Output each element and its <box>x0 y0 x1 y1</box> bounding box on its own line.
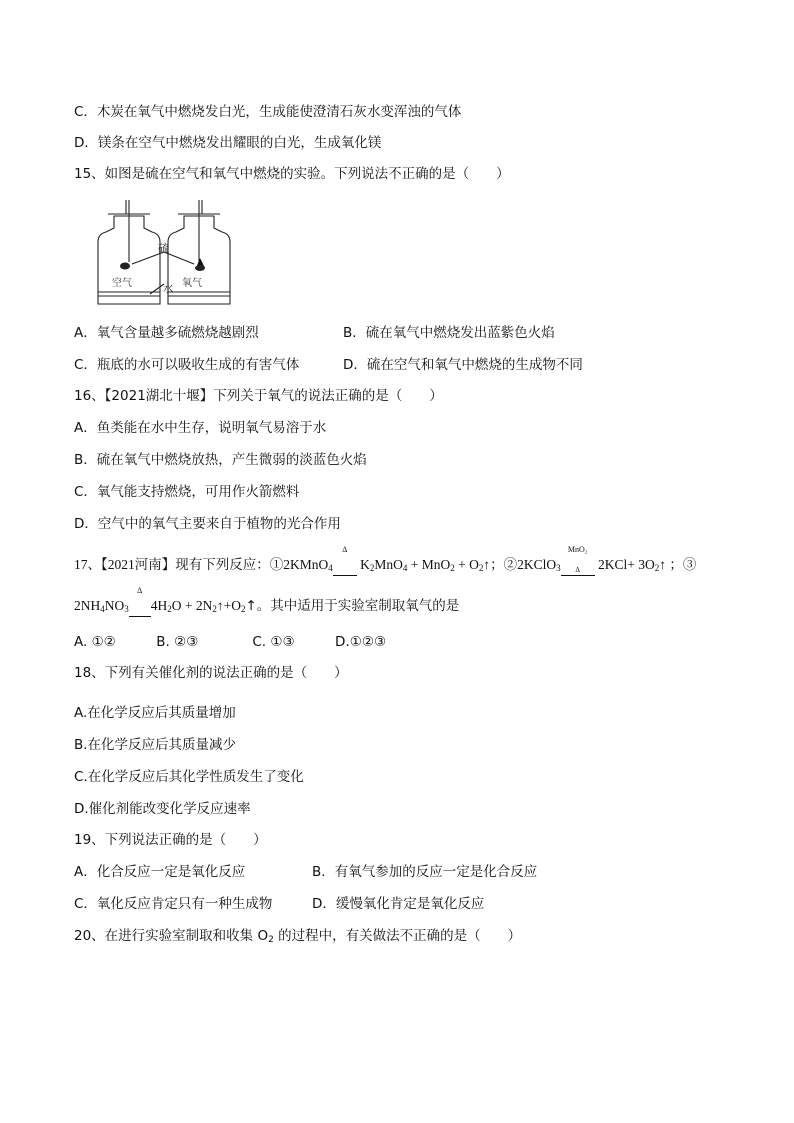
q15-stem: 15、如图是硫在空气和氧气中燃烧的实验。下列说法不正确的是（ ） <box>74 166 510 182</box>
label-oxygen: 氧气 <box>182 278 202 289</box>
label-water: 水 <box>163 284 173 295</box>
q16-option-c: C．氧气能支持燃烧，可用作火箭燃料 <box>74 484 300 500</box>
q16-option-d: D．空气中的氧气主要来自于植物的光合作用 <box>74 516 341 532</box>
label-air: 空气 <box>112 278 132 289</box>
q19-stem: 19、下列说法正确的是（ ） <box>74 832 267 848</box>
reaction1-condition: Δ <box>333 555 357 576</box>
q15-option-d: D．硫在空气和氧气中燃烧的生成物不同 <box>343 357 583 373</box>
q19-option-a: A．化合反应一定是氧化反应 <box>74 864 246 880</box>
reaction3-condition: Δ <box>129 596 151 617</box>
q18-option-b: B.在化学反应后其质量减少 <box>74 737 237 753</box>
q18-option-a: A.在化学反应后其质量增加 <box>74 705 236 721</box>
q15-option-b: B．硫在氧气中燃烧发出蓝紫色火焰 <box>343 325 555 341</box>
q19-option-d: D．缓慢氧化肯定是氧化反应 <box>312 896 485 912</box>
q18-option-d: D.催化剂能改变化学反应速率 <box>74 801 251 817</box>
q19-option-c: C．氧化反应肯定只有一种生成物 <box>74 896 273 912</box>
q16-option-b: B．硫在氧气中燃烧放热，产生微弱的淡蓝色火焰 <box>74 452 367 468</box>
q16-option-a: A．鱼类能在水中生存，说明氧气易溶于水 <box>74 420 327 436</box>
q14-option-d: D．镁条在空气中燃烧发出耀眼的白光，生成氧化镁 <box>74 135 382 151</box>
q14-option-c: C．木炭在氧气中燃烧发白光，生成能使澄清石灰水变浑浊的气体 <box>74 104 462 120</box>
q15-option-a: A．氧气含量越多硫燃烧越剧烈 <box>74 325 259 341</box>
q17-stem-line1: 17、【2021河南】现有下列反应：①2KMnO$_4$ Δ $K_2MnO_4 + MnO_2$ + $O_2↑$；②2KClO$_3$ MnO₂ Δ $2KCl+ 3O_2↑$ ；③ <box>74 545 697 574</box>
q17-stem-line2: $2NH_4NO_3$ Δ $4H_2O$ + $2N_2↑+O_2↑$。其中适用于实验室制取氧气的是 <box>74 596 459 619</box>
q16-stem: 16、【2021湖北十堰】下列关于氧气的说法正确的是（ ） <box>74 388 443 404</box>
sulfur-combustion-figure <box>92 200 242 310</box>
q19-option-b: B．有氧气参加的反应一定是化合反应 <box>312 864 538 880</box>
label-sulfur: 硫 <box>158 242 169 255</box>
q18-stem: 18、下列有关催化剂的说法正确的是（ ） <box>74 665 348 681</box>
q17-options: A. ①② B. ②③ C. ①③ D.①②③ <box>74 634 387 650</box>
q20-stem: 20、在进行实验室制取和收集 $O_2$ 的过程中，有关做法不正确的是（ ） <box>74 928 522 945</box>
q15-option-c: C．瓶底的水可以吸收生成的有害气体 <box>74 357 300 373</box>
sulfur-spoon-left <box>120 263 130 270</box>
q18-option-c: C.在化学反应后其化学性质发生了变化 <box>74 769 304 785</box>
reaction2-condition: MnO₂ Δ <box>561 555 595 576</box>
